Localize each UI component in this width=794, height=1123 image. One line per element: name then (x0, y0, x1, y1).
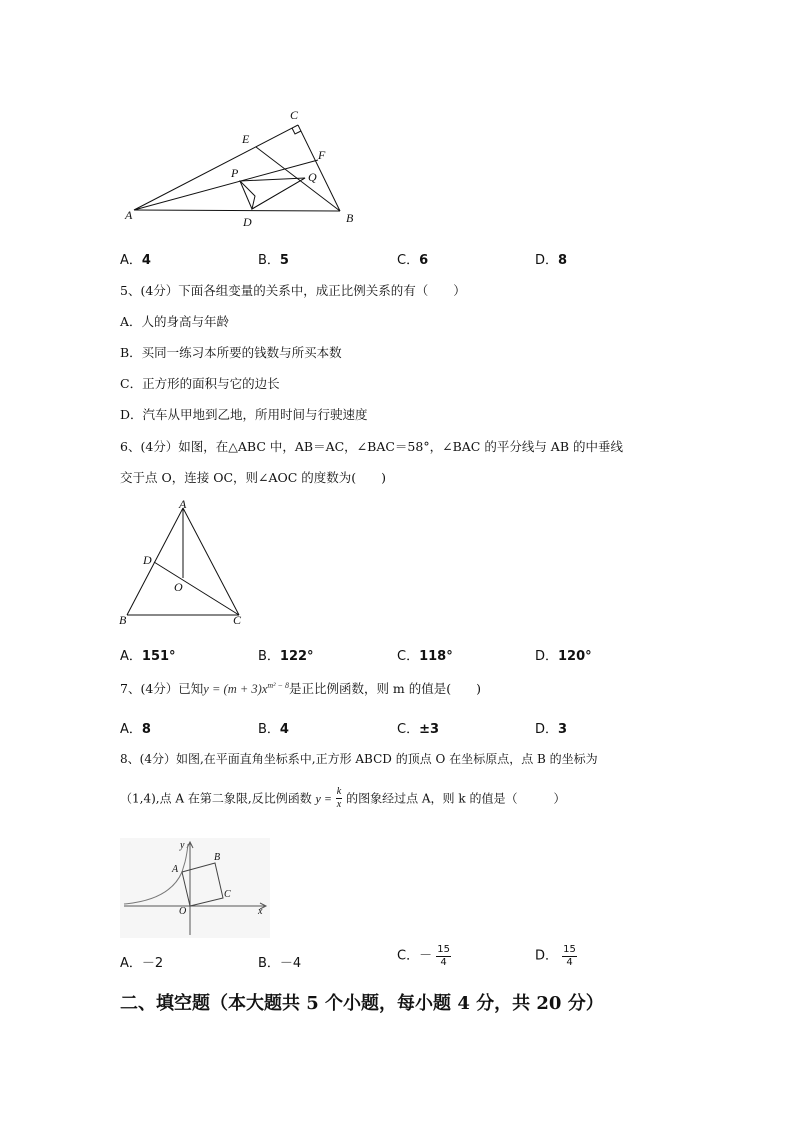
q8-option-c: C．－ $\frac{15}{4}$ (397, 944, 450, 968)
q8-stem-line1: 8、(4分）如图,在平面直角坐标系中,正方形 ABCD 的顶点 O 在坐标原点，点 B 的坐标为 (120, 752, 598, 766)
q5-option-c: C．正方形的面积与它的边长 (120, 376, 280, 391)
q6-label-c: C (233, 613, 242, 627)
q8-label-b: B (214, 852, 221, 863)
q8-option-a: A．－2 (120, 956, 164, 971)
q5-option-d: D．汽车从甲地到乙地，所用时间与行驶速度 (120, 407, 368, 422)
q7-exponent: m² − 8 (267, 680, 289, 690)
q7-option-d: D．3 (535, 722, 568, 737)
q4-option-d: D．8 (535, 253, 568, 268)
fig1-label-c: C (290, 108, 299, 122)
q4-option-b: B．5 (258, 253, 289, 268)
q8-fraction-k-over-x: $\frac{k}{x}$ (336, 786, 342, 810)
q6-label-b: B (119, 613, 127, 627)
q7-option-b: B．4 (258, 722, 289, 737)
q5-stem: 5、(4分）下面各组变量的关系中，成正比例关系的有（ ） (120, 283, 466, 298)
q7-formula: y = (m + 3)x (203, 682, 268, 696)
q6-option-a: A．151° (120, 649, 176, 664)
q8-label-c: C (224, 889, 231, 900)
q4-option-c: C．6 (397, 253, 429, 268)
fig1-label-a: A (125, 208, 133, 222)
section-heading-fill-in-blank: 二、填空题（本大题共 5 个小题，每小题 4 分，共 20 分） (120, 993, 604, 1014)
q8-option-d: D． $\frac{15}{4}$ (535, 944, 576, 968)
q8-label-y: y (180, 840, 185, 851)
q6-stem-line2: 交于点 O，连接 OC，则∠AOC 的度数为( ) (120, 470, 387, 485)
q6-option-d: D．120° (535, 649, 592, 664)
q6-option-b: B．122° (258, 649, 314, 664)
q8-label-a: A (172, 864, 179, 875)
q6-label-d: D (143, 553, 152, 567)
fig1-label-f: F (318, 148, 326, 162)
q6-stem-line1: 6、(4分）如图，在△ABC 中，AB＝AC，∠BAC＝58°，∠BAC 的平分线与 AB 的中垂线 (120, 439, 623, 454)
figure-triangle-abc (0, 0, 794, 240)
fig1-label-q: Q (308, 170, 317, 184)
q6-label-o: O (174, 580, 183, 594)
q6-option-c: C．118° (397, 649, 453, 664)
fig1-label-d: D (243, 215, 252, 229)
q6-label-a: A (179, 497, 187, 511)
q5-option-b: B．买同一练习本所要的钱数与所买本数 (120, 345, 342, 360)
q5-option-a: A．人的身高与年龄 (120, 314, 230, 329)
q7-stem: 7、(4分）已知$y = (m + 3)x^{m^2 - 8}$是正比例函数，则 m 的值是( ) (120, 680, 482, 696)
q7-option-c: C．±3 (397, 722, 440, 737)
q7-option-a: A．8 (120, 722, 151, 737)
fig1-label-e: E (242, 132, 250, 146)
fig1-label-p: P (231, 166, 239, 180)
q8-stem-line2: （1,4),点 A 在第二象限,反比例函数 y = $\frac{k}{x}$ 的图象经过点 A，则 k 的值是（ ） (120, 786, 566, 810)
figure-q8-coordinate-plane (120, 838, 270, 938)
q8-label-x: x (258, 906, 263, 917)
q4-option-a: A．4 (120, 253, 151, 268)
q8-option-b: B．－4 (258, 956, 302, 971)
q8-label-o: O (179, 906, 187, 917)
fig1-label-b: B (346, 211, 354, 225)
